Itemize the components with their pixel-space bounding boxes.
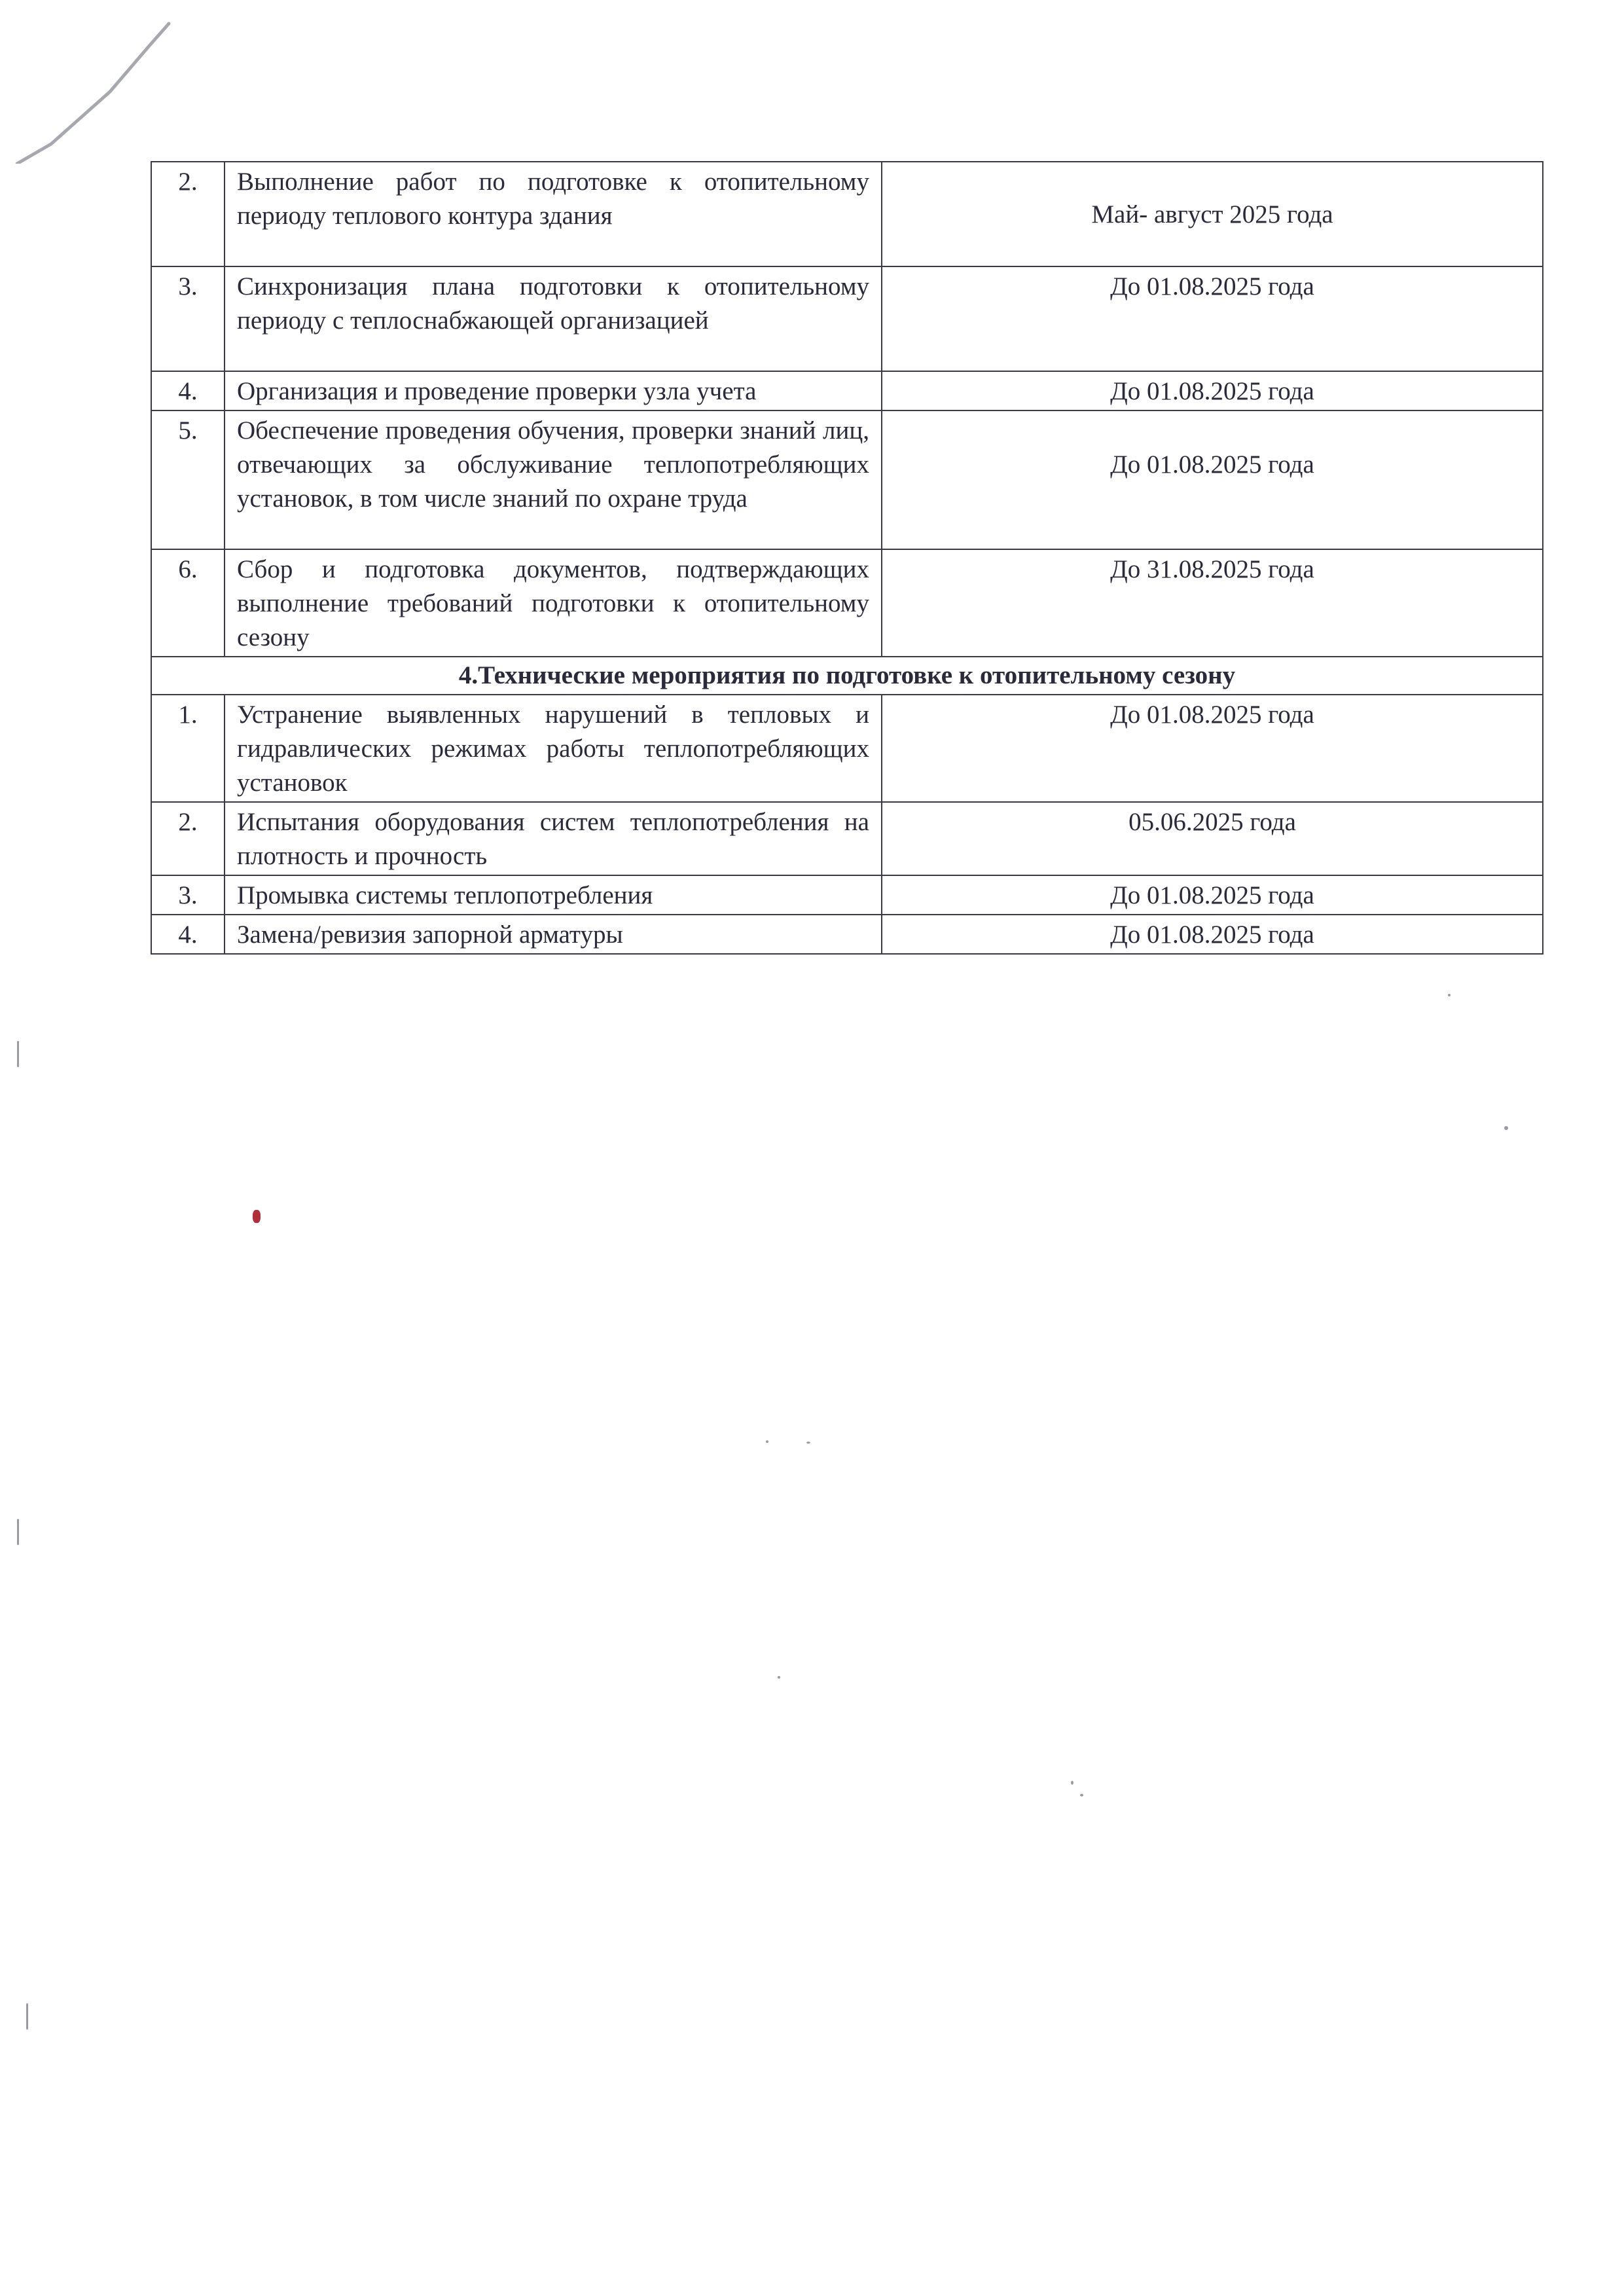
task-text: Сбор и подготовка документов, подтверждающих выполнение требований подготовки к отопительному сезону <box>225 549 882 657</box>
table-row <box>151 410 1543 549</box>
table-row <box>151 802 1543 875</box>
task-text: Испытания оборудования систем теплопотребления на плотность и прочность <box>225 802 882 875</box>
table-row <box>151 875 1543 915</box>
deadline-text: Май- август 2025 года <box>882 162 1543 266</box>
row-number: 1. <box>151 695 225 802</box>
task-text: Промывка системы теплопотребления <box>225 875 882 915</box>
scan-speck <box>1071 1781 1074 1785</box>
table-row <box>151 266 1543 371</box>
task-text: Устранение выявленных нарушений в тепловых и гидравлических режимах работы теплопотребляющих установок <box>225 695 882 802</box>
scan-speck <box>17 1041 19 1067</box>
row-number: 5. <box>151 410 225 549</box>
scan-speck <box>26 2003 28 2030</box>
deadline-text: До 01.08.2025 года <box>882 915 1543 954</box>
deadline-text: До 01.08.2025 года <box>882 371 1543 410</box>
row-number: 2. <box>151 162 225 266</box>
deadline-text: 05.06.2025 года <box>882 802 1543 875</box>
scan-speck <box>253 1210 261 1223</box>
table-row <box>151 162 1543 266</box>
schedule-table <box>151 161 1543 955</box>
row-number: 4. <box>151 915 225 954</box>
table-row <box>151 371 1543 410</box>
table-row <box>151 915 1543 954</box>
schedule-table-body <box>151 162 1543 954</box>
scan-speck <box>17 1519 19 1545</box>
row-number: 3. <box>151 266 225 371</box>
scan-speck <box>806 1442 810 1444</box>
row-number: 2. <box>151 802 225 875</box>
scan-speck <box>1504 1126 1508 1130</box>
task-text: Обеспечение проведения обучения, проверки знаний лиц, отвечающих за обслуживание теплопотребляющих установок, в том числе знаний по охране труда <box>225 410 882 549</box>
row-number: 3. <box>151 875 225 915</box>
scan-speck <box>1448 994 1451 996</box>
scan-artifact-mark <box>12 20 182 164</box>
table-row <box>151 695 1543 802</box>
row-number: 6. <box>151 549 225 657</box>
deadline-text: До 01.08.2025 года <box>882 410 1543 549</box>
section-heading-row <box>151 657 1543 695</box>
deadline-text: До 01.08.2025 года <box>882 266 1543 371</box>
scan-speck <box>1080 1794 1083 1796</box>
task-text: Выполнение работ по подготовке к отопительному периоду теплового контура здания <box>225 162 882 266</box>
task-text: Замена/ревизия запорной арматуры <box>225 915 882 954</box>
deadline-text: До 01.08.2025 года <box>882 695 1543 802</box>
row-number: 4. <box>151 371 225 410</box>
scan-speck <box>778 1676 780 1679</box>
task-text: Организация и проведение проверки узла учета <box>225 371 882 410</box>
deadline-text: До 01.08.2025 года <box>882 875 1543 915</box>
scan-speck <box>766 1440 768 1443</box>
deadline-text: До 31.08.2025 года <box>882 549 1543 657</box>
task-text: Синхронизация плана подготовки к отопительному периоду с теплоснабжающей организацией <box>225 266 882 371</box>
section-heading: 4.Технические мероприятия по подготовке к отопительному сезону <box>151 657 1543 695</box>
table-row <box>151 549 1543 657</box>
